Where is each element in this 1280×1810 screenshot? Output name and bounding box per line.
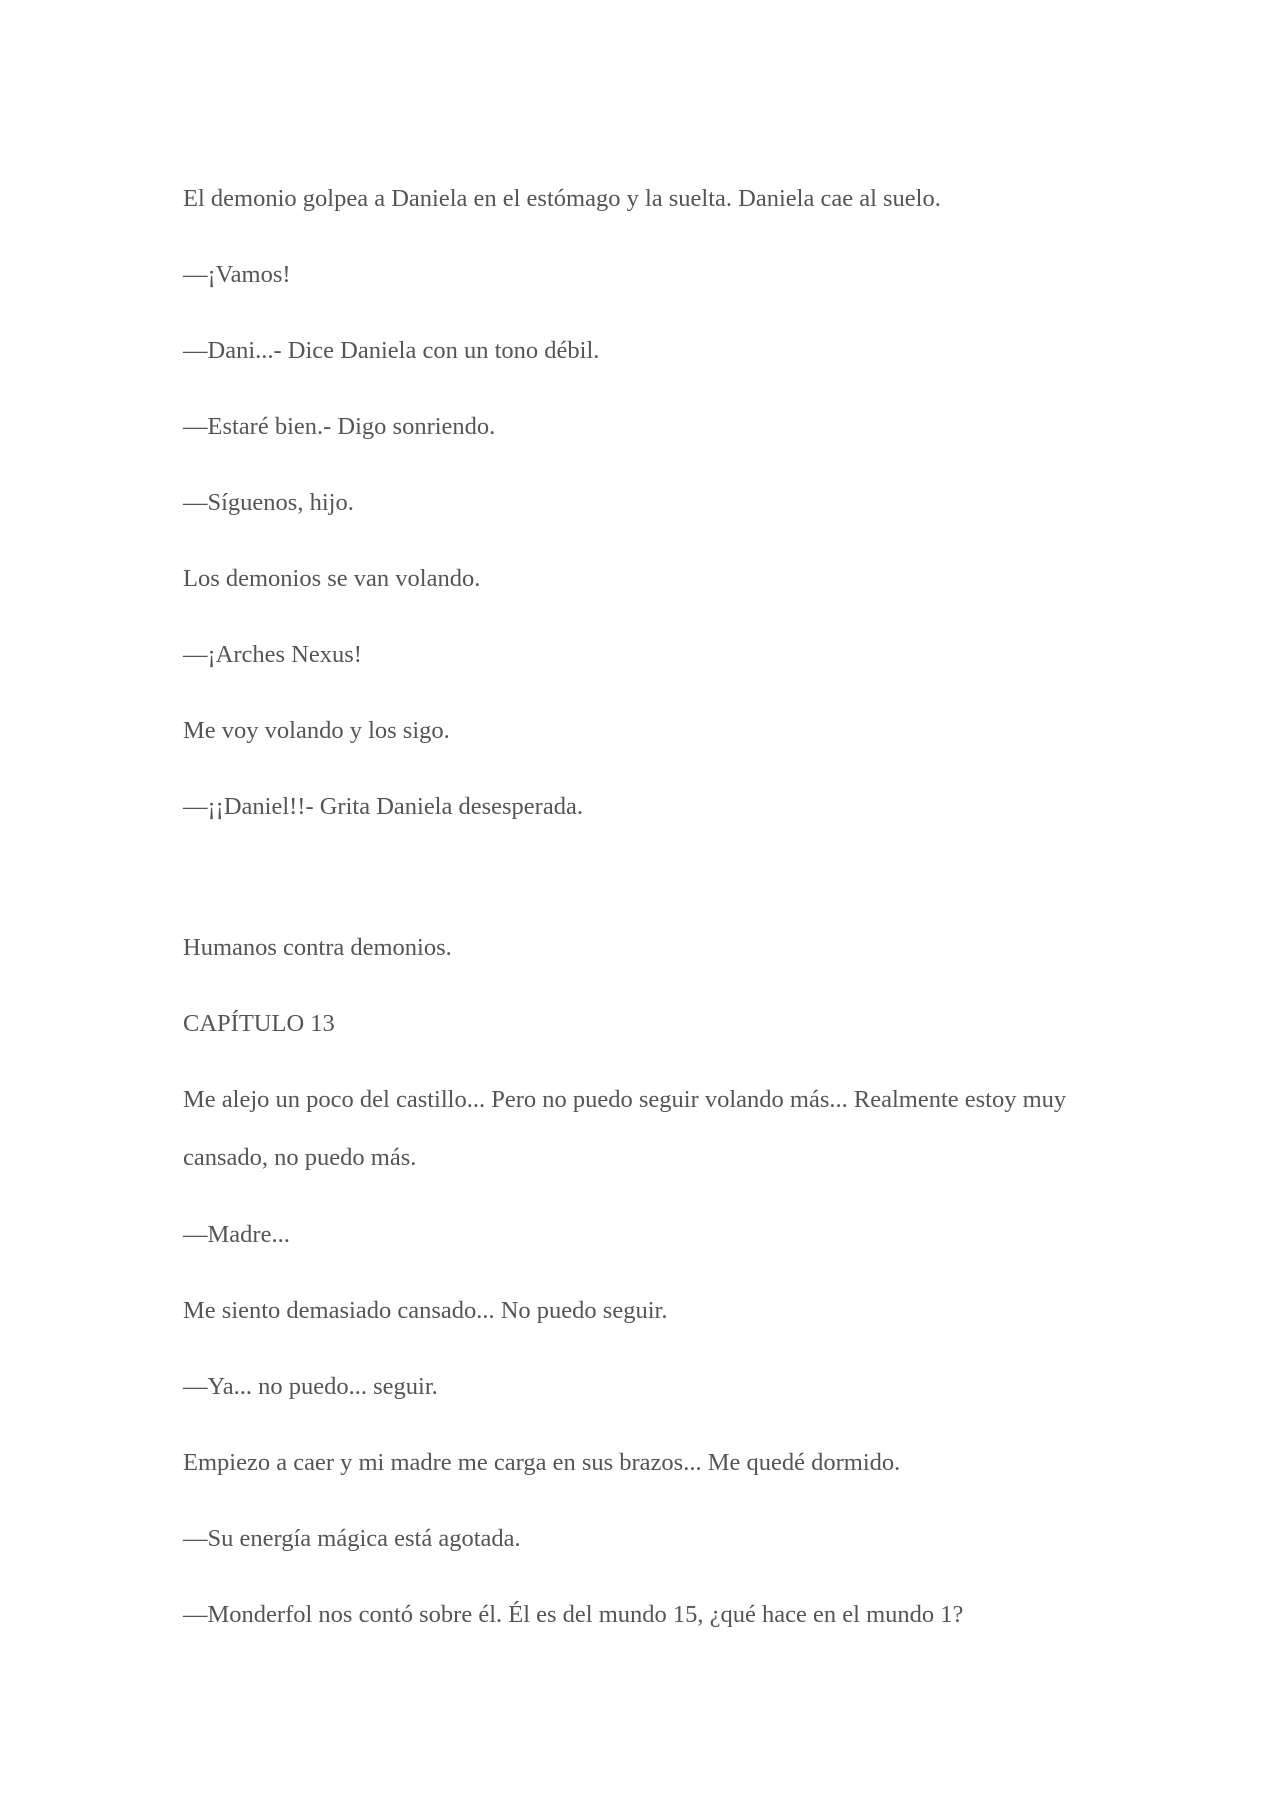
dialogue-line: —Dani...- Dice Daniela con un tono débil. (183, 337, 600, 364)
paragraph: El demonio golpea a Daniela en el estómago y la suelta. Daniela cae al suelo. (183, 185, 941, 212)
dialogue-line: —¡¡Daniel!!- Grita Daniela desesperada. (183, 793, 583, 820)
dialogue-line: —Su energía mágica está agotada. (183, 1525, 521, 1552)
paragraph: Empiezo a caer y mi madre me carga en sus brazos... Me quedé dormido. (183, 1449, 901, 1476)
dialogue-line: —Monderfol nos contó sobre él. Él es del mundo 15, ¿qué hace en el mundo 1? (183, 1601, 964, 1628)
dialogue-line: —Madre... (183, 1221, 290, 1248)
paragraph: Me alejo un poco del castillo... Pero no puedo seguir volando más... Realmente estoy muy cansado, no puedo más. (183, 1086, 1067, 1171)
book-title: Humanos contra demonios. (183, 934, 452, 961)
dialogue-line: —Ya... no puedo... seguir. (183, 1373, 438, 1400)
dialogue-line: —¡Arches Nexus! (183, 641, 362, 668)
dialogue-line: —Síguenos, hijo. (183, 489, 354, 516)
paragraph: Me voy volando y los sigo. (183, 717, 450, 744)
chapter-heading: CAPÍTULO 13 (183, 1010, 335, 1037)
paragraph: Los demonios se van volando. (183, 565, 481, 592)
dialogue-line: —¡Vamos! (183, 261, 291, 288)
dialogue-line: —Estaré bien.- Digo sonriendo. (183, 413, 496, 440)
paragraph: Me siento demasiado cansado... No puedo seguir. (183, 1297, 668, 1324)
